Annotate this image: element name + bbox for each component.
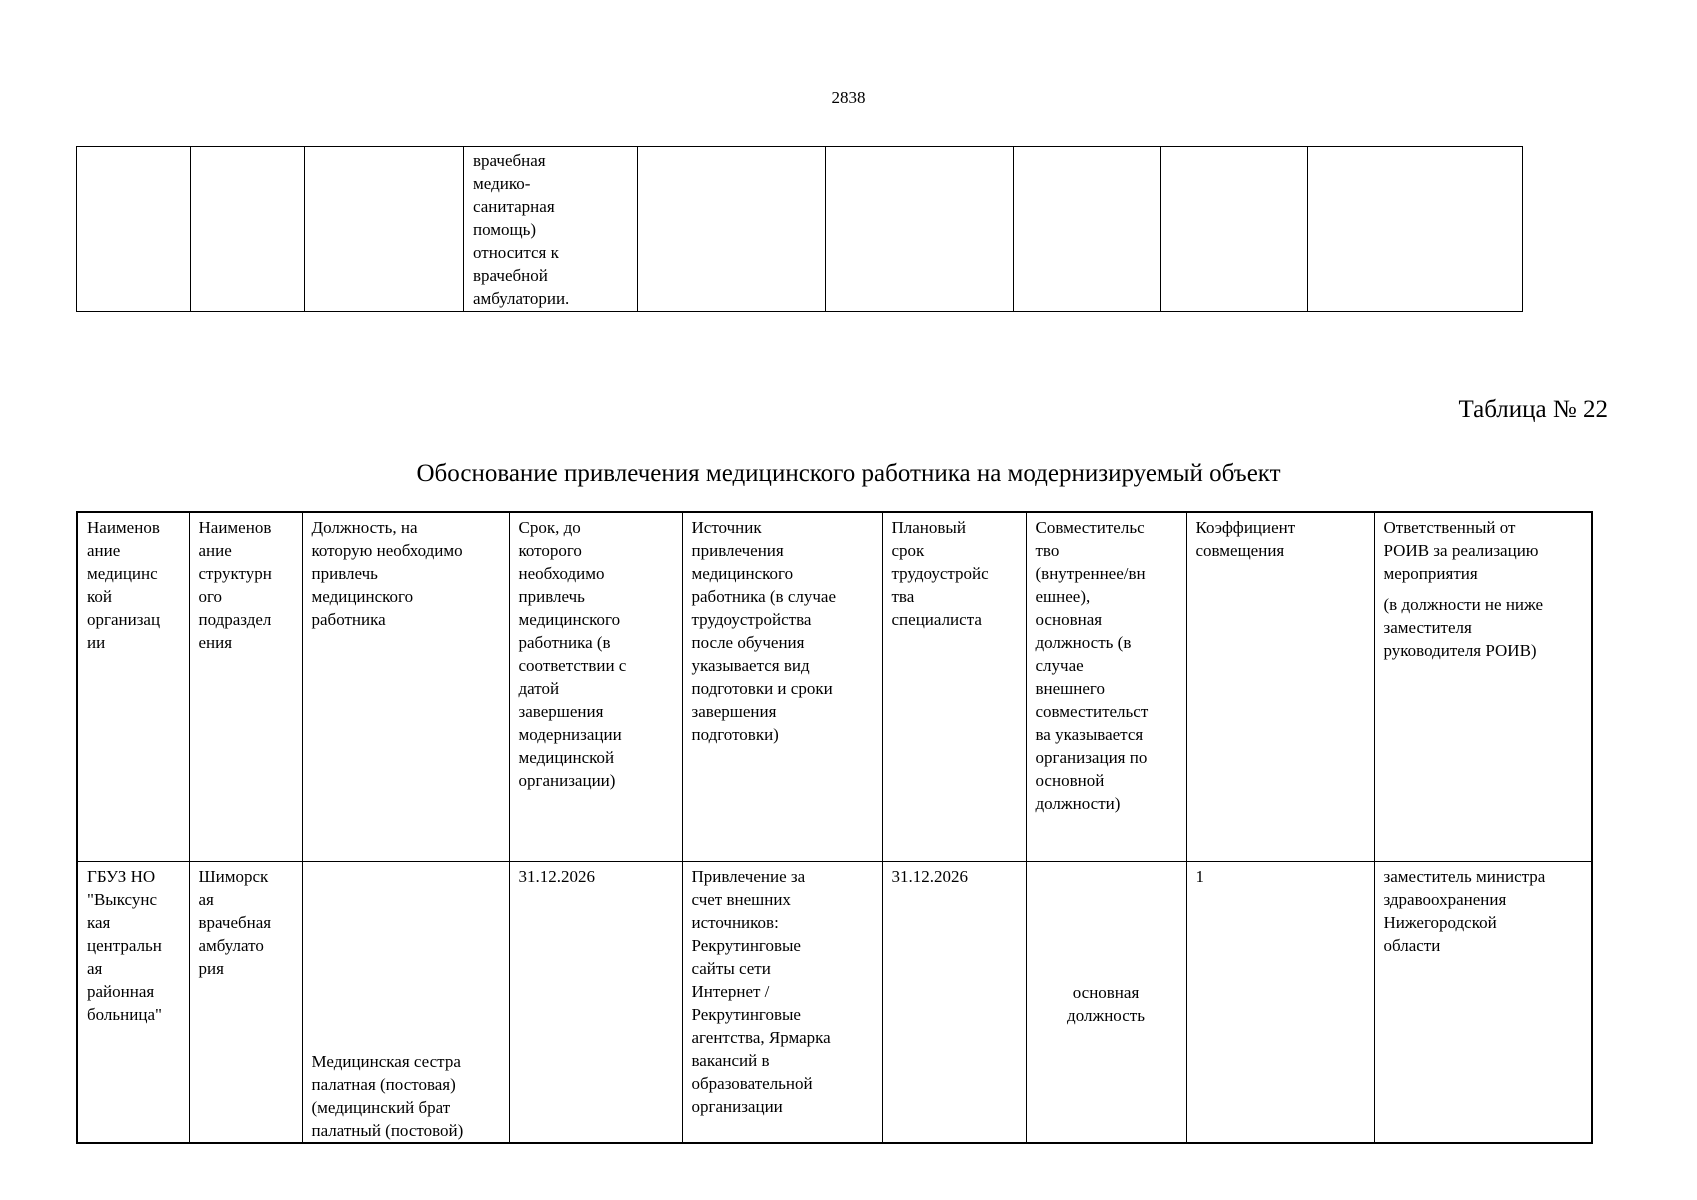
continuation-cell (305, 147, 464, 312)
header-note: (в должности не ниже заместителя руководителя РОИВ) (1383, 595, 1544, 660)
continuation-cell (1308, 147, 1523, 312)
header-cell-combination: Совместительс тво (внутреннее/вн ешнее), основная должность (в случае внешнего совместительст ва указывается организация по основной должности) (1026, 512, 1186, 862)
header-cell-organization: Наименов ание медицинс кой организац ии (77, 512, 189, 862)
continuation-cell (638, 147, 826, 312)
cell-deadline: 31.12.2026 (509, 862, 682, 1144)
table-caption: Таблица № 22 (1458, 396, 1608, 423)
main-table (76, 511, 1593, 1144)
page-number: 2838 (831, 88, 866, 107)
header-cell-responsible: Ответственный от РОИВ за реализацию мероприятия (в должности не ниже заместителя руководителя РОИВ) (1374, 512, 1592, 862)
header-row (77, 512, 1592, 862)
cell-organization: ГБУЗ НО "Выксунс кая центральн ая районная больница" (77, 862, 189, 1144)
cell-position: Медицинская сестра палатная (постовая) (медицинский брат палатный (постовой) (302, 862, 509, 1144)
cell-coefficient: 1 (1186, 862, 1374, 1144)
continuation-cell (1014, 147, 1161, 312)
continuation-table (76, 146, 1523, 312)
header-cell-planned-date: Плановый срок трудоустройс тва специалиста (882, 512, 1026, 862)
header-cell-position: Должность, на которую необходимо привлечь медицинского работника (302, 512, 509, 862)
continuation-cell (1161, 147, 1308, 312)
header-cell-division: Наименов ание структурн ого подраздел ения (189, 512, 302, 862)
cell-planned-date: 31.12.2026 (882, 862, 1026, 1144)
header-cell-deadline: Срок, до которого необходимо привлечь медицинского работника (в соответствии с датой завершения модернизации медицинской организации) (509, 512, 682, 862)
header-cell-coefficient: Коэффициент совмещения (1186, 512, 1374, 862)
cell-source: Привлечение за счет внешних источников: Рекрутинговые сайты сети Интернет / Рекрутинговые агентства, Ярмарка вакансий в образовательной организации (682, 862, 882, 1144)
continuation-cell (77, 147, 191, 312)
header-cell-source: Источник привлечения медицинского работника (в случае трудоустройства после обучения указывается вид подготовки и сроки завершения подготовки) (682, 512, 882, 862)
continuation-cell (826, 147, 1014, 312)
cell-combination: основная должность (1026, 862, 1186, 1144)
continuation-cell: врачебная медико- санитарная помощь) относится к врачебной амбулатории. (464, 147, 638, 312)
table-title: Обоснование привлечения медицинского работника на модернизируемый объект (416, 460, 1281, 487)
continuation-cell (191, 147, 305, 312)
table-row (77, 862, 1592, 1144)
cell-responsible: заместитель министра здравоохранения Нижегородской области (1374, 862, 1592, 1144)
cell-division: Шиморск ая врачебная амбулато рия (189, 862, 302, 1144)
